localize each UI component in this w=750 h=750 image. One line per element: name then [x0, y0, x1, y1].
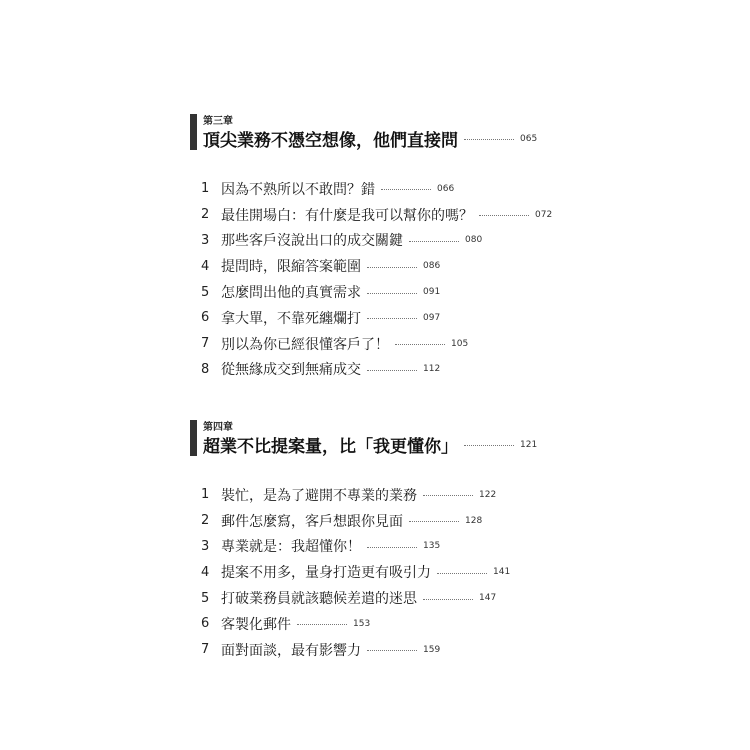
- entry-number: 5: [201, 284, 210, 300]
- dot-leader: [367, 318, 417, 319]
- chapter-title-row: [203, 432, 537, 457]
- toc-entry[interactable]: [201, 253, 552, 279]
- entry-number: 1: [201, 487, 210, 503]
- entry-title: 專業就是：我超懂你！: [221, 539, 361, 556]
- dot-leader: [367, 547, 417, 548]
- toc-entry[interactable]: [201, 559, 510, 585]
- entry-number: 8: [201, 361, 210, 377]
- entry-page-number: 072: [535, 209, 553, 220]
- entry-page-number: 066: [437, 183, 455, 194]
- dot-leader: [437, 573, 487, 574]
- entry-title: 別以為你已經很懂客戶了！: [221, 336, 389, 353]
- entry-page-number: 128: [465, 515, 483, 526]
- entry-page-number: 080: [465, 235, 483, 246]
- entry-number: 2: [201, 513, 210, 529]
- entry-title: 那些客戶沒說出口的成交關鍵: [221, 233, 403, 250]
- toc-entry[interactable]: [201, 305, 552, 331]
- entry-title: 怎麼問出他的真實需求: [221, 285, 361, 302]
- toc-entry[interactable]: [201, 482, 510, 508]
- dot-leader: [464, 445, 514, 446]
- dot-leader: [367, 370, 417, 371]
- chapter-page-number: 065: [520, 133, 538, 144]
- entry-page-number: 141: [493, 567, 511, 578]
- dot-leader: [367, 650, 417, 651]
- dot-leader: [464, 139, 514, 140]
- entry-title: 裝忙，是為了避開不專業的業務: [221, 487, 417, 504]
- chapter-page-number: 121: [520, 439, 538, 450]
- entry-title: 拿大單，不靠死纏爛打: [221, 310, 361, 327]
- chapter-title: 頂尖業務不憑空想像，他們直接問: [203, 131, 458, 151]
- entry-number: 2: [201, 207, 210, 223]
- entry-number: 4: [201, 564, 210, 580]
- chapter-marker-bar: [190, 114, 197, 150]
- entry-page-number: 159: [423, 644, 441, 655]
- dot-leader: [381, 189, 431, 190]
- dot-leader: [423, 599, 473, 600]
- toc-entry[interactable]: [201, 637, 510, 663]
- entry-number: 7: [201, 642, 210, 658]
- entry-title: 客製化郵件: [221, 616, 291, 633]
- entry-number: 5: [201, 590, 210, 606]
- dot-leader: [409, 521, 459, 522]
- dot-leader: [297, 624, 347, 625]
- dot-leader: [479, 215, 529, 216]
- toc-entry[interactable]: [201, 202, 552, 228]
- entry-page-number: 153: [353, 618, 371, 629]
- entry-number: 7: [201, 336, 210, 352]
- dot-leader: [423, 495, 473, 496]
- chapter-label: 第四章: [203, 422, 233, 433]
- entry-title: 提問時，限縮答案範圍: [221, 259, 361, 276]
- chapter-entries: [201, 482, 510, 663]
- chapter-title: 超業不比提案量，比「我更懂你」: [203, 437, 458, 457]
- entry-title: 最佳開場白：有什麼是我可以幫你的嗎？: [221, 207, 473, 224]
- entry-title: 因為不熟所以不敢問？錯: [221, 181, 375, 198]
- entry-title: 打破業務員就該聽候差遣的迷思: [221, 591, 417, 608]
- entry-page-number: 112: [423, 364, 441, 375]
- entry-number: 1: [201, 181, 210, 197]
- dot-leader: [367, 267, 417, 268]
- toc-entry[interactable]: [201, 534, 510, 560]
- entry-number: 3: [201, 538, 210, 554]
- toc-entry[interactable]: [201, 508, 510, 534]
- entry-page-number: 147: [479, 593, 497, 604]
- dot-leader: [395, 344, 445, 345]
- chapter-label: 第三章: [203, 116, 233, 127]
- entry-number: 6: [201, 310, 210, 326]
- toc-entry[interactable]: [201, 331, 552, 357]
- entry-number: 4: [201, 258, 210, 274]
- dot-leader: [409, 241, 459, 242]
- toc-entry[interactable]: [201, 279, 552, 305]
- entry-title: 面對面談，最有影響力: [221, 642, 361, 659]
- toc-entry[interactable]: [201, 357, 552, 383]
- entry-number: 6: [201, 616, 210, 632]
- chapter-title-row: [203, 126, 537, 151]
- toc-entry[interactable]: [201, 611, 510, 637]
- chapter-marker-bar: [190, 420, 197, 456]
- entry-page-number: 086: [423, 261, 441, 272]
- toc-entry[interactable]: [201, 585, 510, 611]
- entry-title: 提案不用多，量身打造更有吸引力: [221, 565, 431, 582]
- entry-page-number: 135: [423, 541, 441, 552]
- entry-title: 郵件怎麼寫，客戶想跟你見面: [221, 513, 403, 530]
- entry-page-number: 122: [479, 489, 497, 500]
- toc-entry[interactable]: [201, 228, 552, 254]
- chapter-entries: [201, 176, 552, 382]
- entry-page-number: 097: [423, 312, 441, 323]
- entry-title: 從無緣成交到無痛成交: [221, 362, 361, 379]
- dot-leader: [367, 293, 417, 294]
- entry-page-number: 105: [451, 338, 469, 349]
- entry-number: 3: [201, 232, 210, 248]
- entry-page-number: 091: [423, 287, 441, 298]
- toc-entry[interactable]: [201, 176, 552, 202]
